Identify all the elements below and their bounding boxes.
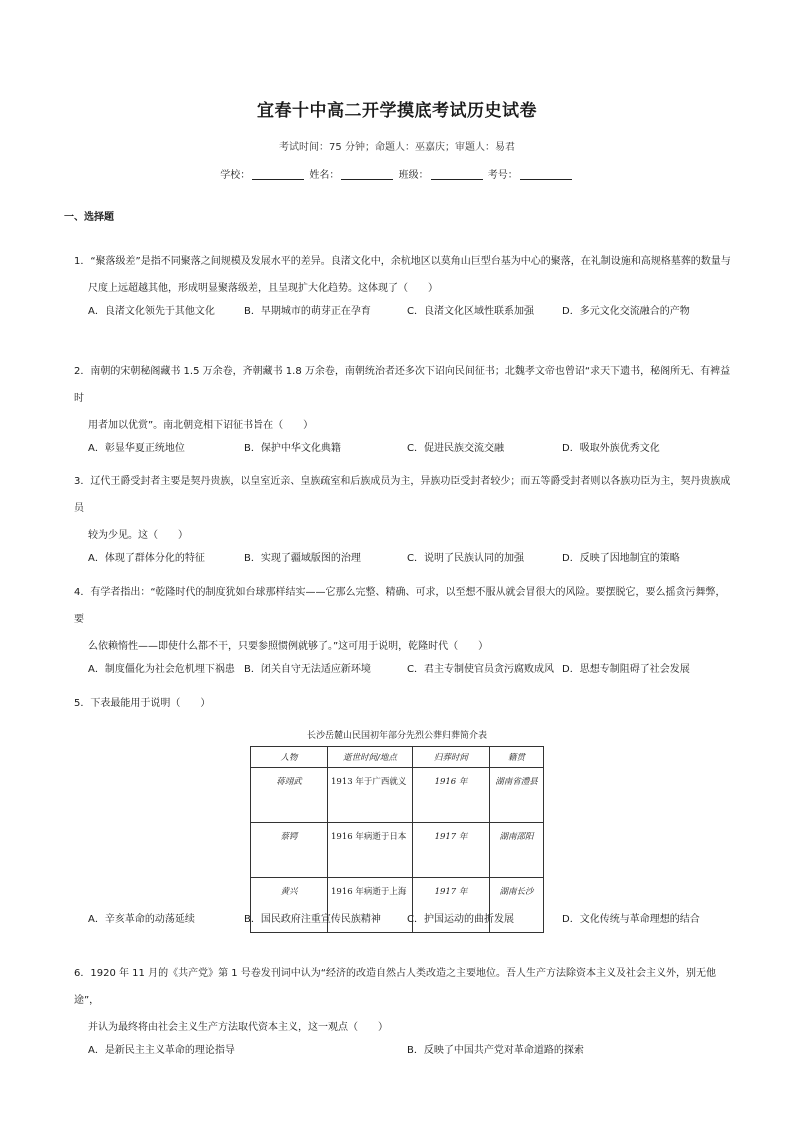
table-cell: 蒋翊武: [251, 768, 328, 823]
question-4: [74, 579, 734, 680]
question-stem: 6．1920 年 11 月的《共产党》第 1 号卷发刊词中认为“经济的改造自然占人类改造之主要地位。吾人生产方法除资本主义及社会主义外，别无他途”，: [74, 968, 716, 1006]
option-d[interactable]: D．文化传统与革命理想的结合: [562, 914, 700, 925]
name-label: 姓名：: [309, 170, 340, 181]
option-a[interactable]: A．体现了群体分化的特征: [88, 553, 205, 564]
question-1: [74, 248, 734, 322]
column-header: 人物: [251, 747, 328, 768]
table-cell: 1916 年: [413, 768, 490, 823]
option-d[interactable]: D．思想专制阻碍了社会发展: [562, 664, 690, 675]
section-heading: 一、选择题: [64, 212, 114, 223]
class-blank[interactable]: [431, 179, 483, 180]
question-stem-cont: 用者加以优赏”。南北朝竞相下诏征书旨在（ ）: [88, 420, 314, 431]
table-cell: 蔡锷: [251, 823, 328, 878]
student-info-fields: [0, 166, 794, 181]
option-a[interactable]: A．是新民主主义革命的理论指导: [88, 1045, 235, 1056]
option-c[interactable]: C．说明了民族认同的加强: [407, 553, 524, 564]
table-row: [251, 768, 544, 823]
question-3: [74, 468, 734, 569]
option-c[interactable]: C．君主专制使官员贪污腐败成风: [407, 664, 554, 675]
question-stem: 5．下表最能用于说明（ ）: [74, 698, 211, 709]
question-stem-cont: 较为少见。这（ ）: [88, 530, 188, 541]
column-header: 归葬时间: [413, 747, 490, 768]
options-row: [74, 1041, 734, 1061]
table-caption: 长沙岳麓山民国初年部分先烈公葬归葬简介表: [306, 731, 487, 741]
question-6: [74, 960, 734, 1061]
option-c[interactable]: C．促进民族交流交融: [407, 443, 504, 454]
column-header: 逝世时间/地点: [328, 747, 413, 768]
question-5-options: [74, 910, 734, 930]
option-d[interactable]: D．反映了因地制宜的策略: [562, 553, 680, 564]
question-stem: 4．有学者指出：“乾隆时代的制度犹如台球那样结实——它那么完整、精确、可求，以至想不服从就会冒很大的风险。要摆脱它，要么摇贪污舞弊，要: [74, 587, 726, 625]
options-row: [74, 302, 734, 322]
option-b[interactable]: B．保护中华文化典籍: [244, 443, 341, 454]
options-row: [74, 439, 734, 459]
table-cell: 1916 年病逝于上海: [328, 878, 413, 933]
option-b[interactable]: B．闭关自守无法适应新环境: [244, 664, 371, 675]
table-cell: 黄兴: [251, 878, 328, 933]
class-label: 班级：: [398, 170, 429, 181]
options-row: [74, 910, 734, 930]
question-stem-cont: 并认为最终将由社会主义生产方法取代资本主义，这一观点（ ）: [88, 1022, 388, 1033]
option-b[interactable]: B．反映了中国共产党对革命道路的探索: [407, 1045, 584, 1056]
exam-meta: 考试时间：75 分钟；命题人：巫嘉庆；审题人：易君: [279, 142, 515, 153]
school-blank[interactable]: [252, 179, 304, 180]
table-cell: 1917 年: [413, 878, 490, 933]
table-cell: 湖南长沙: [490, 878, 544, 933]
option-a[interactable]: A．辛亥革命的动荡延续: [88, 914, 195, 925]
school-label: 学校：: [220, 170, 251, 181]
exam-number-label: 考号：: [487, 170, 518, 181]
martyrs-table: [250, 746, 544, 933]
question-stem-cont: 么依赖惰性——即使什么都不干，只要参照惯例就够了。”这可用于说明，乾隆时代（ ）: [88, 641, 489, 652]
question-stem-cont: 尺度上远超越其他，形成明显聚落级差，且呈现扩大化趋势。这体现了（ ）: [88, 283, 438, 294]
options-row: [74, 660, 734, 680]
exam-number-blank[interactable]: [520, 179, 572, 180]
option-a[interactable]: A．制度僵化为社会危机埋下祸患: [88, 664, 235, 675]
table-cell: 1916 年病逝于日本: [328, 823, 413, 878]
table-cell: 1917 年: [413, 823, 490, 878]
table-row: [251, 823, 544, 878]
option-c[interactable]: C．良渚文化区域性联系加强: [407, 306, 534, 317]
option-b[interactable]: B．早期城市的萌芽正在孕育: [244, 306, 371, 317]
table-cell: 1913 年于广西就义: [328, 768, 413, 823]
option-d[interactable]: D．多元文化交流融合的产物: [562, 306, 690, 317]
column-header: 籍贯: [490, 747, 544, 768]
options-row: [74, 549, 734, 569]
question-stem: 3．辽代王爵受封者主要是契丹贵族，以皇室近亲、皇族疏室和后族成员为主，异族功臣受封者较少；而五等爵受封者则以各族功臣为主，契丹贵族成员: [74, 476, 731, 514]
name-blank[interactable]: [341, 179, 393, 180]
option-c[interactable]: C．护国运动的曲折发展: [407, 914, 514, 925]
table-header-row: [251, 747, 544, 768]
question-stem: 2．南朝的宋朝秘阁藏书 1.5 万余卷，齐朝藏书 1.8 万余卷，南朝统治者还多次下诏向民间征书；北魏孝文帝也曾诏“求天下遗书，秘阁所无、有裨益时: [74, 366, 731, 404]
option-b[interactable]: B．国民政府注重宣传民族精神: [244, 914, 381, 925]
table-cell: 湖南省澧县: [490, 768, 544, 823]
question-5: [74, 690, 734, 717]
table-cell: 湖南邵阳: [490, 823, 544, 878]
question-2: [74, 358, 734, 459]
option-a[interactable]: A．彰显华夏正统地位: [88, 443, 185, 454]
option-b[interactable]: B．实现了疆域版图的治理: [244, 553, 361, 564]
option-a[interactable]: A．良渚文化领先于其他文化: [88, 306, 215, 317]
question-stem: 1．“聚落级差”是指不同聚落之间规模及发展水平的差异。良渚文化中，余杭地区以莫角山巨型台基为中心的聚落，在礼制设施和高规格墓葬的数量与: [74, 256, 731, 267]
option-d[interactable]: D．吸取外族优秀文化: [562, 443, 660, 454]
exam-title: 宜春十中高二开学摸底考试历史试卷: [257, 101, 537, 121]
